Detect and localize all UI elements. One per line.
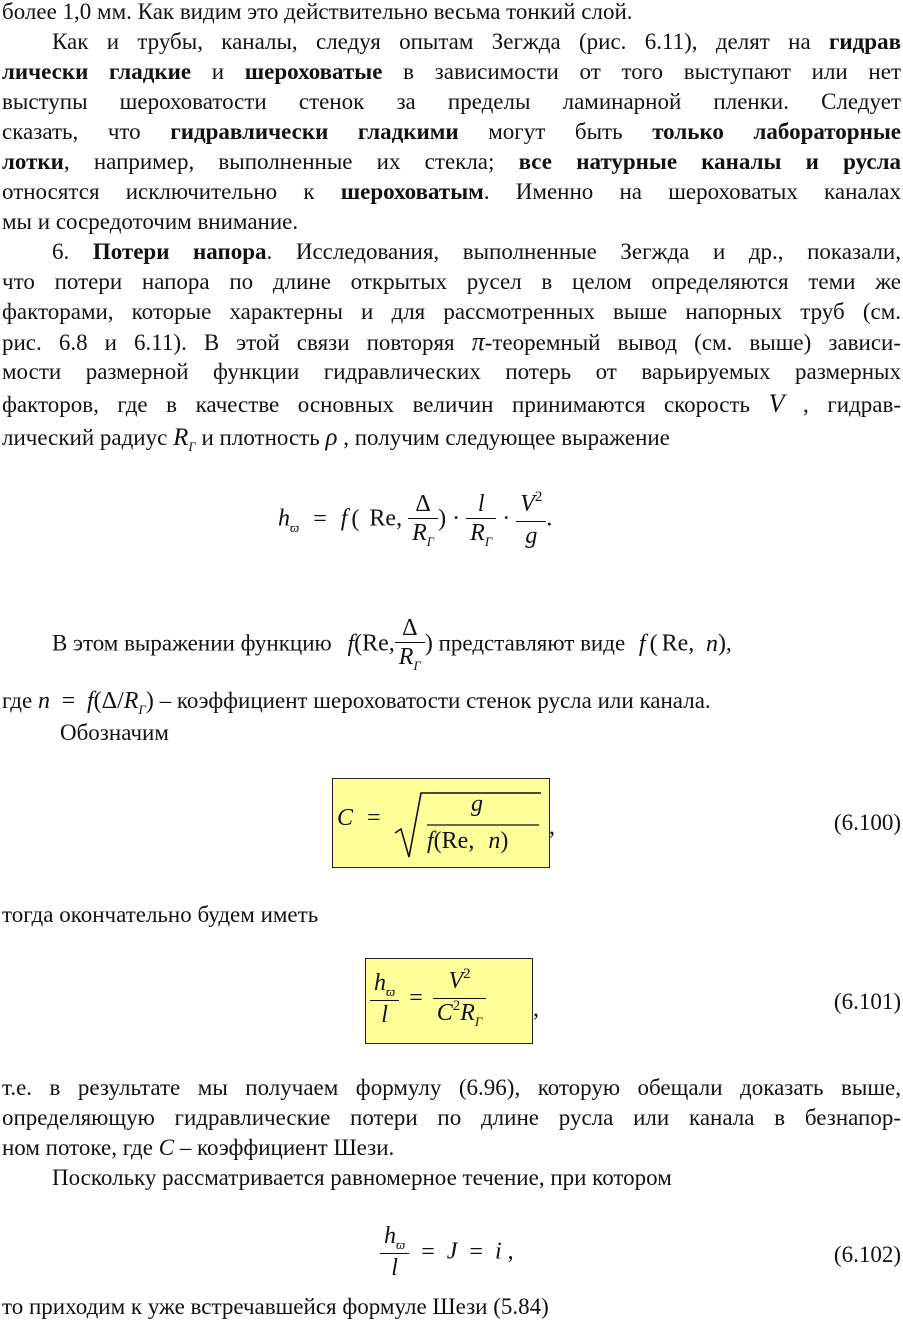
- text-line-8: мы и сосредоточим внимание.: [2, 209, 299, 234]
- math-symbol: n: [37, 688, 50, 714]
- denominator: g: [525, 523, 538, 549]
- math-symbol: C: [337, 805, 354, 831]
- denominator: l: [391, 1255, 398, 1281]
- slash: /: [117, 688, 124, 714]
- comma: ,: [533, 996, 539, 1022]
- text-line-17: [2, 686, 901, 719]
- math-symbol: f: [638, 630, 646, 657]
- fraction: [516, 490, 546, 550]
- text-span: могут быть: [458, 119, 653, 144]
- text-line-1: более 1,0 мм. Как видим это действительно весьма тонкий слой.: [2, 0, 633, 24]
- paren: (: [351, 505, 360, 532]
- math-symbol: h: [278, 505, 290, 532]
- text-span: лический радиус: [2, 425, 174, 450]
- math-symbol: f: [347, 630, 355, 657]
- numerator: g: [471, 791, 483, 817]
- comma: ,: [726, 630, 732, 656]
- comma: ,: [507, 1238, 514, 1265]
- math-symbol: V: [448, 968, 464, 994]
- subscript: Г: [138, 702, 146, 717]
- subscript: Г: [426, 534, 435, 549]
- text-span: 6.: [52, 239, 93, 264]
- math-symbol: h: [384, 1223, 396, 1249]
- math-symbol: f: [87, 688, 94, 714]
- numerator: l: [466, 490, 496, 519]
- text-line-16: [52, 612, 901, 672]
- denominator: [466, 519, 496, 550]
- text-line-11: факторами, которые характерны и для рассмотренных выше напорных труб (см.: [2, 299, 901, 324]
- text-line-13: мости размерной функции гидравлических потерь от варьируемых размерных: [2, 359, 901, 384]
- text-span: в зависимости от того выступают или нет: [382, 59, 901, 84]
- reynolds-number: Re,: [362, 630, 395, 657]
- bold-term: гидрав: [828, 29, 901, 54]
- velocity-symbol: V: [768, 389, 785, 418]
- radius-symbol: R: [173, 424, 189, 451]
- paren: (: [93, 688, 102, 714]
- bold-term: только лабораторные: [652, 119, 901, 144]
- text-line-6: [2, 147, 901, 177]
- text-span: . Именно на шероховатых каналах: [483, 179, 901, 204]
- bold-term: гидравлически гладкими: [170, 119, 459, 144]
- text-span: сказать, что: [2, 119, 171, 144]
- equation-number: (6.102): [833, 1242, 901, 1267]
- math-symbol: f: [340, 505, 348, 532]
- subscript: Г: [474, 1014, 483, 1029]
- text-span: ном потоке, где: [2, 1135, 159, 1160]
- math-symbol: Δ: [101, 688, 118, 714]
- equals-sign: =: [61, 688, 76, 714]
- equals-sign: =: [313, 505, 327, 532]
- numerator: [370, 969, 399, 1001]
- paren: ): [424, 630, 433, 657]
- math-symbol: R: [470, 520, 485, 546]
- period: .: [546, 505, 553, 532]
- fraction: [380, 1222, 409, 1282]
- pi-symbol: π: [471, 327, 485, 356]
- section-heading: Потери напора: [92, 239, 267, 264]
- text-line-22: [2, 1133, 901, 1163]
- text-span: рис. 6.8 и 6.11). В этой связи повторяя: [2, 330, 472, 355]
- text-line-15: [2, 423, 901, 456]
- denominator: l: [381, 1001, 388, 1028]
- subscript: ϖ: [290, 519, 300, 535]
- math-symbol: J: [446, 1238, 458, 1265]
- bold-term: все натурные каналы и русла: [518, 149, 901, 174]
- text-line-18: Обозначим: [60, 720, 169, 745]
- paren: (: [649, 630, 658, 657]
- fraction: [395, 614, 425, 674]
- fraction: [370, 969, 399, 1029]
- numerator: Δ: [395, 614, 425, 643]
- numerator: [516, 490, 546, 522]
- text-line-9: [52, 237, 901, 267]
- subscript: ϖ: [396, 1237, 406, 1252]
- math-symbol: n: [706, 630, 718, 657]
- equation-number: (6.101): [833, 989, 901, 1014]
- head-loss-per-length-formula: [370, 967, 486, 1030]
- text-span: представляют виде: [438, 630, 631, 656]
- dot-operator: ·: [502, 505, 511, 532]
- equals-sign: =: [421, 1238, 435, 1265]
- math-symbol: R: [398, 643, 414, 670]
- math-symbol: R: [460, 1000, 475, 1026]
- superscript: 2: [463, 966, 471, 982]
- text-span: факторов, где в качестве основных величин принимаются скорость: [2, 392, 769, 417]
- reynolds-number: Re,: [661, 630, 695, 657]
- paren: (: [354, 630, 363, 657]
- bold-term: шероховатым: [340, 179, 484, 204]
- superscript: 2: [534, 489, 543, 505]
- denominator: [433, 999, 487, 1030]
- text-line-10: что потери напора по длине открытых русел в целом определяются теми же: [2, 269, 901, 294]
- dot-operator: ·: [452, 505, 461, 532]
- text-span: – коэффициент Шези.: [174, 1135, 395, 1160]
- text-span: относятся исключительно к: [2, 179, 341, 204]
- text-line-7: [2, 177, 901, 207]
- text-line-4: выступы шероховатости стенок за пределы ламинарной пленки. Следует: [2, 89, 901, 114]
- math-symbol: f: [427, 828, 434, 854]
- math-symbol: n: [488, 828, 501, 854]
- text-span: – коэффициент шероховатости стенок русла или канала.: [159, 688, 711, 713]
- bold-term: шероховатые: [244, 59, 383, 84]
- text-line-12: [2, 327, 901, 358]
- text-line-24: то приходим к уже встречавшейся формуле Шези (5.84): [2, 1294, 549, 1319]
- head-loss-formula: [278, 490, 552, 550]
- paren: ): [438, 505, 447, 532]
- text-span: , например, выполненные их стекла;: [63, 149, 519, 174]
- text-span: , гидрав-: [784, 392, 902, 417]
- math-symbol: i: [494, 1238, 502, 1265]
- text-span: Как и трубы, каналы, следуя опытам Зегжда (рис. 6.11), делят на: [52, 29, 829, 54]
- numerator: [380, 1222, 409, 1254]
- math-symbol: C: [436, 1000, 453, 1026]
- text-line-2: [52, 27, 901, 57]
- fraction: [433, 967, 487, 1030]
- text-span: , получим следующее выражение: [337, 425, 670, 450]
- bold-term: лотки: [2, 149, 64, 174]
- equals-sign: =: [367, 805, 381, 831]
- text-span: где: [2, 688, 38, 713]
- equation-number: (6.100): [833, 810, 901, 835]
- fraction: [466, 490, 496, 550]
- density-symbol: ρ: [325, 424, 338, 451]
- subscript: Г: [484, 534, 493, 549]
- denominator: [408, 519, 438, 550]
- text-line-19: тогда окончательно будем иметь: [2, 902, 319, 927]
- text-line-3: [2, 57, 901, 87]
- superscript: 2: [452, 998, 461, 1014]
- highlight-box-loss: [365, 958, 533, 1044]
- chezy-formula: [337, 805, 389, 832]
- text-span: и: [191, 59, 245, 84]
- text-line-23: Поскольку рассматривается равномерное течение, при котором: [52, 1165, 672, 1190]
- math-symbol: R: [123, 688, 139, 714]
- fraction: [408, 490, 438, 550]
- text-line-20: т.е. в результате мы получаем формулу (6.96), которую обещали доказать выше,: [2, 1075, 901, 1100]
- subscript: Г: [413, 657, 421, 673]
- math-symbol: C: [158, 1135, 175, 1160]
- equals-sign: =: [469, 1238, 483, 1265]
- text-line-5: [2, 117, 901, 147]
- highlight-box-chezy: [332, 778, 550, 868]
- math-symbol: R: [412, 520, 427, 546]
- denominator: [427, 828, 508, 855]
- subscript: Г: [188, 439, 196, 454]
- paren: ): [718, 630, 726, 657]
- text-span: . Исследования, выполненные Зегжда и др., показали,: [266, 239, 901, 264]
- paren: ): [145, 688, 154, 714]
- math-symbol: h: [374, 969, 386, 996]
- comma: ,: [549, 814, 555, 840]
- math-symbol: V: [520, 491, 535, 517]
- paren: ): [500, 828, 509, 854]
- equals-sign: =: [409, 985, 423, 1011]
- bold-term: лически гладкие: [2, 59, 192, 84]
- paren: (: [433, 828, 442, 854]
- text-line-21: определяющую гидравлические потери по длине русла или канала в безнапор-: [2, 1105, 901, 1130]
- numerator: [433, 967, 487, 999]
- reynolds-number: Re,: [441, 828, 475, 854]
- subscript: ϖ: [386, 983, 396, 999]
- reynolds-number: Re,: [369, 505, 403, 532]
- denominator: [395, 643, 425, 674]
- text-line-14: [2, 389, 901, 420]
- numerator: Δ: [408, 490, 438, 519]
- text-span: и плотность: [195, 425, 326, 450]
- text-span: В этом выражении функцию: [52, 630, 338, 656]
- text-span: -теоремный вывод (см. выше) зависи-: [484, 330, 901, 355]
- uniform-flow-formula: [380, 1222, 514, 1282]
